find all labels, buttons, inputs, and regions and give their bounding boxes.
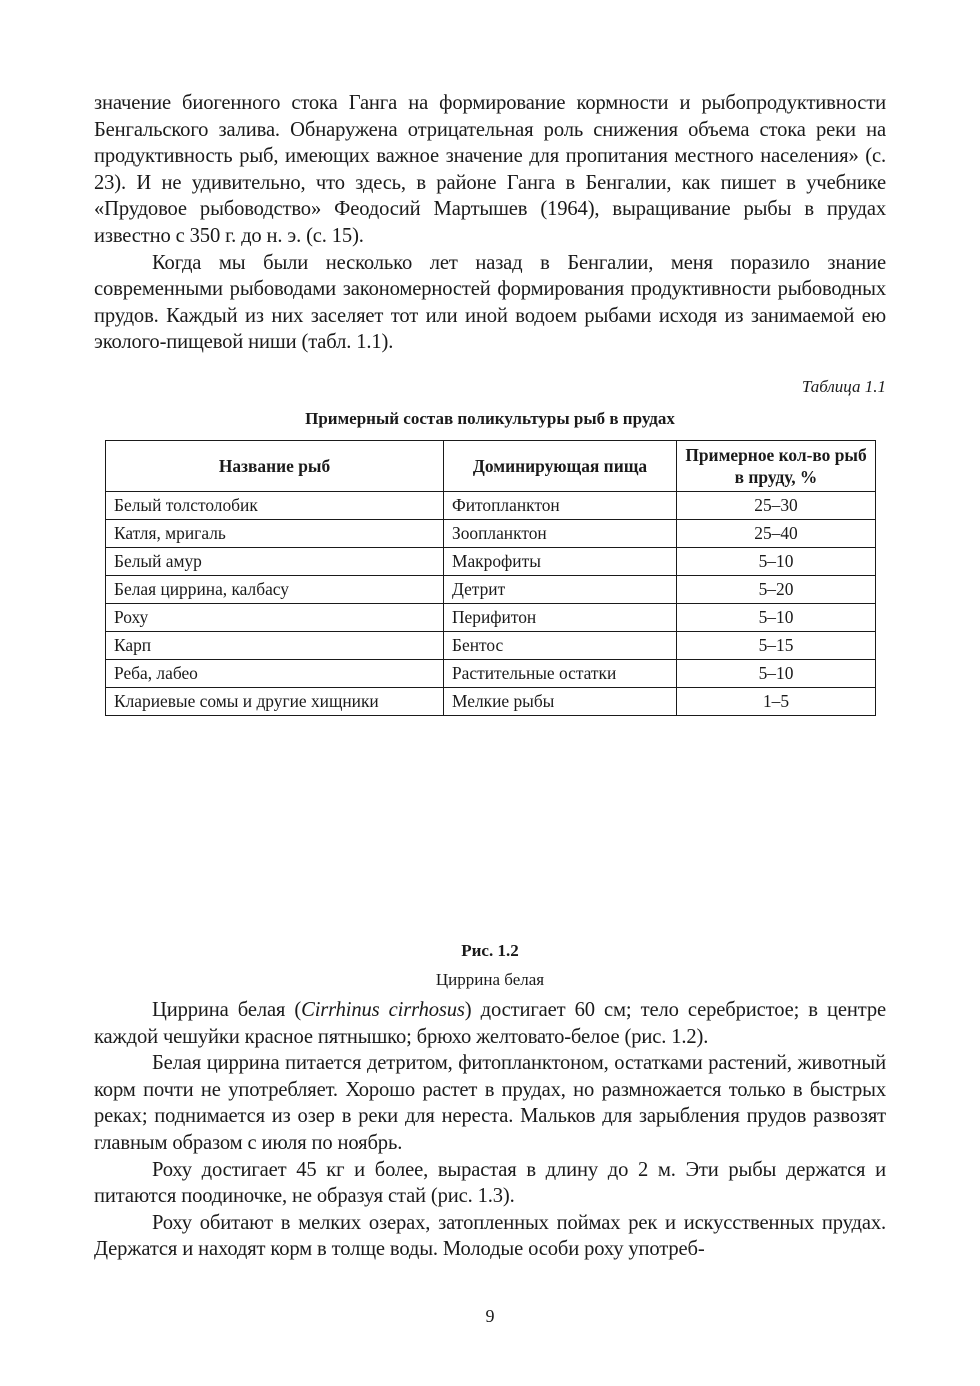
cell-food: Зоопланктон [444, 519, 677, 547]
figure-image-area [94, 716, 886, 940]
header-fish-name: Название рыб [106, 440, 444, 491]
page-number: 9 [485, 1306, 495, 1326]
paragraph-bengal-visit: Когда мы были несколько лет назад в Бенгалии, меня поразило знание современными рыбоводами закономерностей формирования продуктивности рыбоводных прудов. Каждый из них заселяет тот или иной водоем рыбами исходя из занимаемой ею эколого-пищевой ниши (табл. 1.1). [94, 251, 886, 354]
table-row [106, 519, 876, 547]
cell-fish-name: Катля, мригаль [106, 519, 444, 547]
table-row [106, 687, 876, 715]
cell-food: Фитопланктон [444, 491, 677, 519]
table-row [106, 575, 876, 603]
cell-fish-name: Клариевые сомы и другие хищники [106, 687, 444, 715]
table-row [106, 547, 876, 575]
cell-share: 5–20 [677, 575, 876, 603]
paragraph-rohu-size: Роху достигает 45 кг и более, вырастая в длину до 2 м. Эти рыбы держатся и питаются поодиночке, не образуя стай (рис. 1.3). [94, 1158, 886, 1208]
cell-fish-name: Роху [106, 603, 444, 631]
cell-share: 25–40 [677, 519, 876, 547]
table-row [106, 491, 876, 519]
cell-share: 5–15 [677, 631, 876, 659]
cell-fish-name: Белый амур [106, 547, 444, 575]
cell-share: 25–30 [677, 491, 876, 519]
cell-fish-name: Белая циррина, калбасу [106, 575, 444, 603]
table-header-row [106, 440, 876, 491]
table-label: Таблица 1.1 [801, 376, 886, 396]
figure-number: Рис. 1.2 [461, 940, 519, 960]
header-fish-share: Примерное кол-во рыб в пруду, % [677, 440, 876, 491]
polyculture-table [105, 440, 876, 716]
latin-species-name: Cirrhinus cirrhosus [301, 998, 465, 1021]
table-title: Примерный состав поликультуры рыб в прудах [305, 408, 675, 428]
cell-food: Макрофиты [444, 547, 677, 575]
cell-fish-name: Белый толстолобик [106, 491, 444, 519]
document-page [94, 90, 886, 1263]
cell-share: 5–10 [677, 659, 876, 687]
cell-fish-name: Карп [106, 631, 444, 659]
cell-share: 5–10 [677, 603, 876, 631]
paragraph-rohu-habitat: Роху обитают в мелких озерах, затопленных поймах рек и искусственных прудах. Держатся и находят корм в толще воды. Молодые особи роху употреб- [94, 1211, 886, 1261]
cell-food: Перифитон [444, 603, 677, 631]
cell-food: Детрит [444, 575, 677, 603]
cell-food: Мелкие рыбы [444, 687, 677, 715]
cirrhinus-text-end: ) достигает 60 см; тело серебристое; в центре каждой чешуйки красное пятнышко; брюхо желтовато-белое (рис. 1.2). [94, 998, 887, 1048]
header-dominant-food: Доминирующая пища [444, 440, 677, 491]
cell-share: 1–5 [677, 687, 876, 715]
table-row [106, 659, 876, 687]
cell-food: Бентос [444, 631, 677, 659]
cell-fish-name: Реба, лабео [106, 659, 444, 687]
cell-share: 5–10 [677, 547, 876, 575]
paragraph-white-cirrhina-feeding: Белая циррина питается детритом, фитопланктоном, остатками растений, животный корм почти не употребляет. Хорошо растет в прудах, но размножается только в быстрых реках; поднимается из озер в реки для нереста. Мальков для зарыбления прудов развозят главным образом с июля по ноябрь. [94, 1052, 886, 1154]
paragraph-ganges: значение биогенного стока Ганга на формирование кормности и рыбопродуктивности Бенгальского залива. Обнаружена отрицательная роль снижения объема стока реки на продуктивность рыб, имеющих важное значение для пропитания местного населения» (с. 23). И не удивительно, что здесь, в районе Ганга в Бенгалии, как пишет в учебнике «Прудовое рыбоводство» Феодосий Мартышев (1964), выращивание рыбы в прудах известно с 350 г. до н. э. (с. 15). [94, 92, 886, 247]
figure-caption: Циррина белая [435, 969, 545, 989]
paragraph-cirrhinus [94, 997, 886, 1050]
table-row [106, 603, 876, 631]
table-row [106, 631, 876, 659]
cell-food: Растительные остатки [444, 659, 677, 687]
cirrhinus-text-start: Циррина белая ( [152, 998, 302, 1021]
